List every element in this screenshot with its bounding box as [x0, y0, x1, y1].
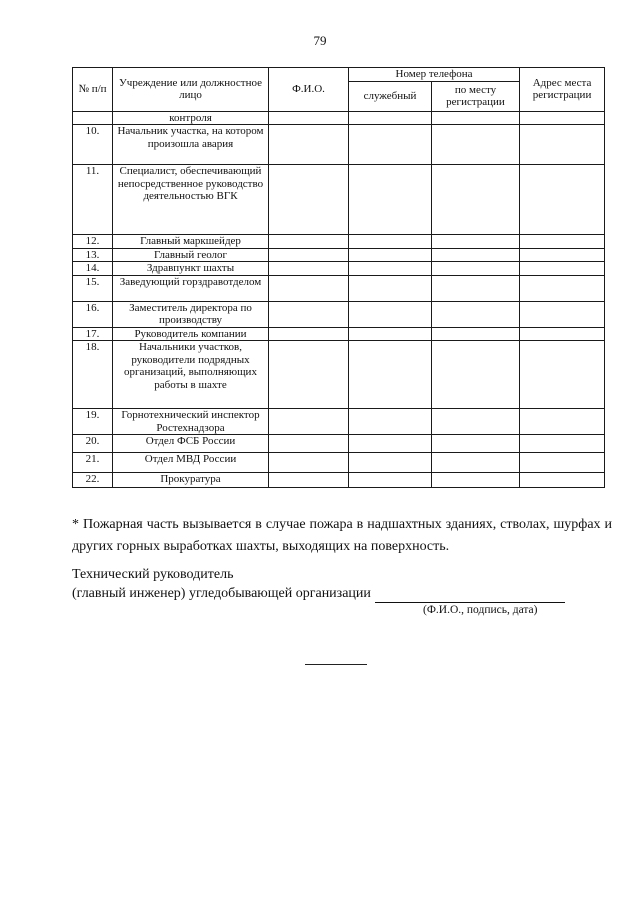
fio-cell: [269, 341, 349, 409]
row-institution: Руководитель компании: [113, 327, 269, 341]
row-institution: Прокуратура: [113, 473, 269, 488]
header-phone-work: служебный: [349, 81, 432, 111]
row-institution: контроля: [113, 111, 269, 125]
row-number: 15.: [73, 275, 113, 301]
fio-cell: [269, 248, 349, 262]
contacts-table: [72, 67, 605, 488]
header-fio: Ф.И.О.: [269, 68, 349, 112]
phone-work-cell: [349, 409, 432, 435]
row-institution: Начальники участков, руководители подрядных организаций, выполняющих работы в шахте: [113, 341, 269, 409]
table-row: [73, 125, 605, 165]
address-cell: [520, 435, 605, 453]
phone-work-cell: [349, 435, 432, 453]
header-phone-group: Номер телефона: [349, 68, 520, 82]
header-institution: Учреждение или должностное лицо: [113, 68, 269, 112]
signature-line: [72, 584, 612, 603]
fio-cell: [269, 453, 349, 473]
header-phone-home: по месту регистрации: [432, 81, 520, 111]
phone-home-cell: [432, 111, 520, 125]
table-row: [73, 165, 605, 235]
phone-home-cell: [432, 301, 520, 327]
signature-title-cont: (главный инженер) угледобывающей организации: [72, 586, 371, 601]
phone-home-cell: [432, 435, 520, 453]
phone-home-cell: [432, 341, 520, 409]
fio-cell: [269, 262, 349, 276]
row-institution: Главный маркшейдер: [113, 235, 269, 249]
row-number: 20.: [73, 435, 113, 453]
row-number: 19.: [73, 409, 113, 435]
address-cell: [520, 341, 605, 409]
row-number: 16.: [73, 301, 113, 327]
address-cell: [520, 409, 605, 435]
fio-cell: [269, 235, 349, 249]
phone-home-cell: [432, 409, 520, 435]
header-address: Адрес места регистрации: [520, 68, 605, 112]
fio-cell: [269, 435, 349, 453]
row-institution: Специалист, обеспечивающий непосредственное руководство деятельностью ВГК: [113, 165, 269, 235]
fio-cell: [269, 409, 349, 435]
phone-home-cell: [432, 327, 520, 341]
phone-home-cell: [432, 235, 520, 249]
phone-home-cell: [432, 125, 520, 165]
address-cell: [520, 327, 605, 341]
row-number: 11.: [73, 165, 113, 235]
table-row: [73, 473, 605, 488]
table-row: [73, 248, 605, 262]
row-number: 22.: [73, 473, 113, 488]
fio-cell: [269, 275, 349, 301]
row-institution: Горнотехнический инспектор Ростехнадзора: [113, 409, 269, 435]
header-num: № п/п: [73, 68, 113, 112]
row-number: 18.: [73, 341, 113, 409]
row-institution: Здравпункт шахты: [113, 262, 269, 276]
row-number: 14.: [73, 262, 113, 276]
fio-cell: [269, 125, 349, 165]
row-institution: Отдел ФСБ России: [113, 435, 269, 453]
phone-work-cell: [349, 125, 432, 165]
phone-home-cell: [432, 262, 520, 276]
phone-work-cell: [349, 301, 432, 327]
end-rule: [305, 664, 367, 665]
table-row: [73, 262, 605, 276]
address-cell: [520, 111, 605, 125]
address-cell: [520, 248, 605, 262]
phone-home-cell: [432, 453, 520, 473]
table-row: [73, 327, 605, 341]
row-institution: Отдел МВД России: [113, 453, 269, 473]
table-row: [73, 275, 605, 301]
address-cell: [520, 453, 605, 473]
address-cell: [520, 262, 605, 276]
page-number: 79: [313, 33, 327, 48]
phone-work-cell: [349, 473, 432, 488]
fio-cell: [269, 473, 349, 488]
row-institution: Заместитель директора по производству: [113, 301, 269, 327]
signature-title: Технический руководитель: [72, 567, 234, 582]
phone-home-cell: [432, 473, 520, 488]
table-row: [73, 301, 605, 327]
phone-home-cell: [432, 248, 520, 262]
row-number: 13.: [73, 248, 113, 262]
table-row: [73, 435, 605, 453]
table-body: [73, 111, 605, 488]
address-cell: [520, 275, 605, 301]
phone-work-cell: [349, 453, 432, 473]
phone-work-cell: [349, 165, 432, 235]
fio-cell: [269, 301, 349, 327]
table-row: [73, 453, 605, 473]
fio-cell: [269, 327, 349, 341]
table-row: [73, 409, 605, 435]
row-number: 17.: [73, 327, 113, 341]
phone-work-cell: [349, 248, 432, 262]
signature-block: [72, 565, 612, 603]
phone-work-cell: [349, 111, 432, 125]
table-row: [73, 235, 605, 249]
address-cell: [520, 301, 605, 327]
phone-home-cell: [432, 275, 520, 301]
phone-work-cell: [349, 262, 432, 276]
signature-caption: (Ф.И.О., подпись, дата): [423, 604, 538, 616]
address-cell: [520, 235, 605, 249]
phone-work-cell: [349, 275, 432, 301]
row-institution: Заведующий горздравотделом: [113, 275, 269, 301]
signature-blank: [375, 588, 565, 603]
row-number: 12.: [73, 235, 113, 249]
footnote: * Пожарная часть вызывается в случае пожара в надшахтных зданиях, стволах, шурфах и других горных выработках шахты, выходящих на поверхность.: [72, 517, 612, 554]
phone-work-cell: [349, 341, 432, 409]
address-cell: [520, 165, 605, 235]
row-number: 21.: [73, 453, 113, 473]
row-number: [73, 111, 113, 125]
table-row: [73, 341, 605, 409]
address-cell: [520, 125, 605, 165]
address-cell: [520, 473, 605, 488]
row-institution: Начальник участка, на котором произошла авария: [113, 125, 269, 165]
table-row: [73, 111, 605, 125]
phone-home-cell: [432, 165, 520, 235]
fio-cell: [269, 165, 349, 235]
phone-work-cell: [349, 327, 432, 341]
phone-work-cell: [349, 235, 432, 249]
row-institution: Главный геолог: [113, 248, 269, 262]
fio-cell: [269, 111, 349, 125]
row-number: 10.: [73, 125, 113, 165]
